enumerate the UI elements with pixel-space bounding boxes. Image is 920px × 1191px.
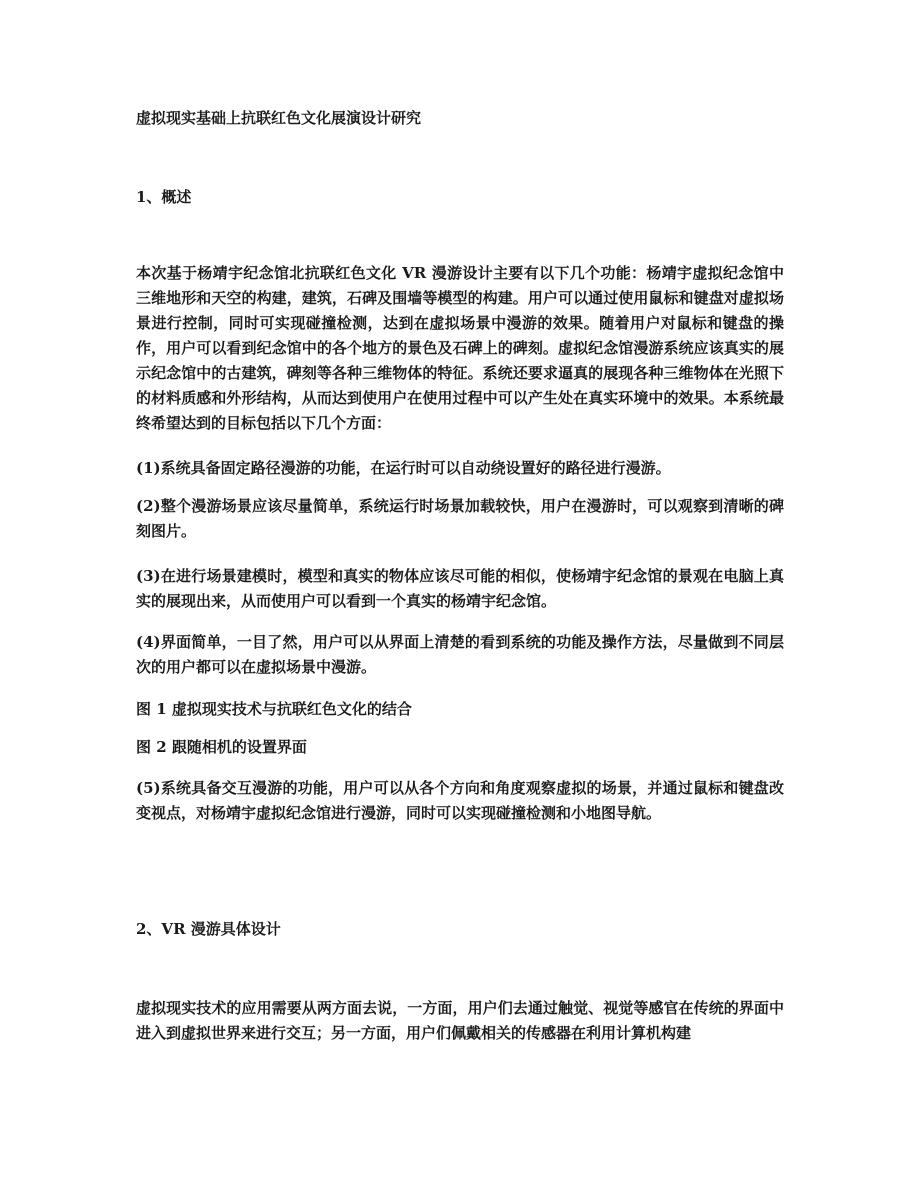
paragraph-item-5: (5)系统具备交互漫游的功能，用户可以从各个方向和角度观察虚拟的场景，并通过鼠标和键盘改变视点，对杨靖宇虚拟纪念馆进行漫游，同时可以实现碰撞检测和小地图导航。	[136, 779, 784, 822]
paragraph-intro: 本次基于杨靖宇纪念馆北抗联红色文化 VR 漫游设计主要有以下几个功能：杨靖宇虚拟纪念馆中三维地形和天空的构建，建筑，石碑及围墙等模型的构建。用户可以通过使用鼠标和键盘对虚拟场景进行控制，同时可实现碰撞检测，达到在虚拟场景中漫游的效果。随着用户对鼠标和键盘的操作，用户可以看到纪念馆中的各个地方的景色及石碑上的碑刻。虚拟纪念馆漫游系统应该真实的展示纪念馆中的古建筑，碑刻等各种三维物体的特征。系统还要求逼真的展现各种三维物体在光照下的材料质感和外形结构，从而达到使用户在使用过程中可以产生处在真实环境中的效果。本系统最终希望达到的目标包括以下几个方面：	[136, 264, 784, 432]
section-heading-vr-design: 2、VR 漫游具体设计	[136, 920, 281, 938]
figure-caption-2: 图 2 跟随相机的设置界面	[136, 738, 307, 756]
paragraph-item-1: (1)系统具备固定路径漫游的功能，在运行时可以自动绕设置好的路径进行漫游。	[136, 459, 671, 477]
paragraph-item-4: (4)界面简单，一目了然，用户可以从界面上清楚的看到系统的功能及操作方法，尽量做到不同层次的用户都可以在虚拟场景中漫游。	[136, 633, 784, 676]
paragraph-item-3: (3)在进行场景建模时，模型和真实的物体应该尽可能的相似，使杨靖宇纪念馆的景观在电脑上真实的展现出来，从而使用户可以看到一个真实的杨靖宇纪念馆。	[136, 567, 784, 610]
paragraph-vr-body: 虚拟现实技术的应用需要从两方面去说，一方面，用户们去通过触觉、视觉等感官在传统的界面中进入到虚拟世界来进行交互；另一方面，用户们佩戴相关的传感器在利用计算机构建	[136, 999, 784, 1042]
paragraph-item-2: (2)整个漫游场景应该尽量简单，系统运行时场景加载较快，用户在漫游时，可以观察到清晰的碑刻图片。	[136, 497, 784, 540]
figure-caption-1: 图 1 虚拟现实技术与抗联红色文化的结合	[136, 700, 412, 718]
document-title: 虚拟现实基础上抗联红色文化展演设计研究	[136, 109, 422, 127]
section-heading-overview: 1、概述	[136, 188, 192, 206]
